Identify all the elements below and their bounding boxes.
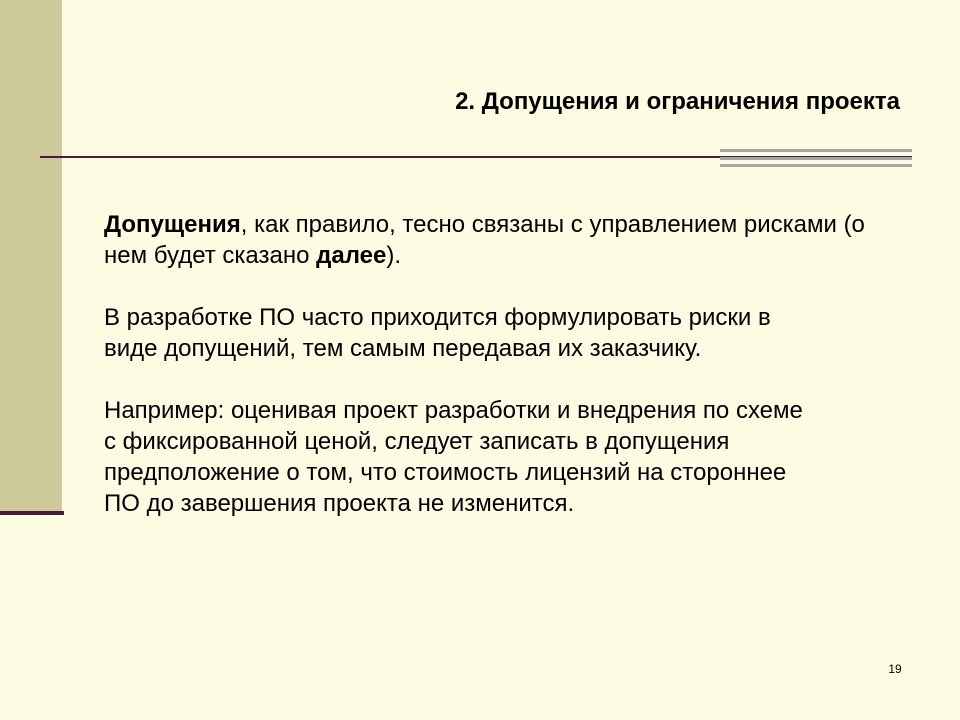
slide-body [104, 209, 904, 550]
accent-bar-top [720, 149, 912, 152]
left-band-underline [0, 511, 64, 515]
paragraph3-line1: Например: оценивая проект разработки и внедрения по схеме [104, 397, 803, 424]
paragraph3-line2: с фиксированной ценой, следует записать в допущения [104, 428, 730, 455]
slide-title: 2. Допущения и ограничения проекта [455, 88, 900, 115]
page-number: 19 [888, 662, 902, 676]
term-assumptions: Допущения [104, 211, 241, 238]
paragraph-risks [104, 302, 904, 364]
paragraph3-line4: ПО до завершения проекта не изменится. [104, 490, 575, 517]
paragraph3-line3: предположение о том, что стоимость лицензий на стороннее [104, 459, 787, 486]
paragraph2-line2: виде допущений, тем самым передавая их заказчику. [104, 335, 702, 362]
accent-bar-middle [720, 157, 912, 160]
paragraph2-line1: В разработке ПО часто приходится формулировать риски в [104, 304, 771, 331]
paragraph1-text-b: ). [386, 242, 402, 269]
accent-bar-bottom [720, 164, 912, 167]
term-later: далее [316, 242, 387, 269]
paragraph-assumptions [104, 209, 904, 271]
paragraph1-text-a: , как правило, тесно связаны с управлением рисками (о нем будет сказано [104, 211, 865, 269]
paragraph-example [104, 395, 904, 519]
left-decorative-band [0, 0, 62, 512]
